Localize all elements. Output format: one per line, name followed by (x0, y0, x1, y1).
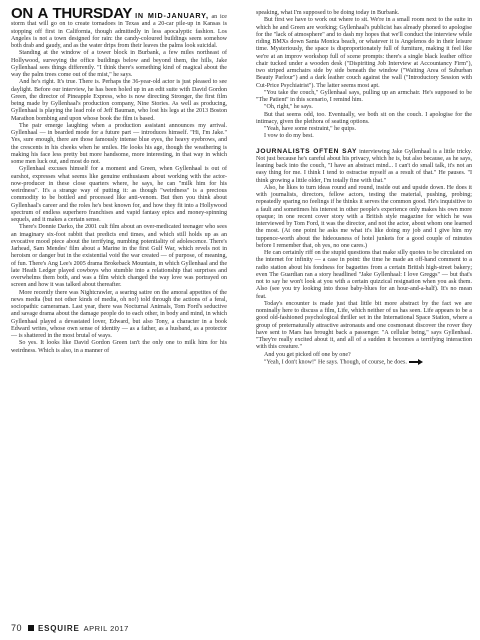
body-paragraph: "Yeah, have some restraint," he quips. (264, 126, 356, 132)
body-paragraph: There's Donnie Darko, the 2001 cult film about an over-medicated teenager who sees an imaginary six-foot rabbit that predicts end times, and which still holds up as an evocative mood piece about the terrifying, numbing potentiality of adolescence. There's Jarhead, Sam Mendes' film about a Marine in the first Gulf War, which revels not in heroism or danger but in the existential void the war created — of purpose, of meaning, of fun. There's Ang Lee's 2005 drama Brokeback Mountain, in which Gyllenhaal and the late Heath Ledger played cowboys who stumble into a relationship that surprises and overwhelms them both, and was a film which changed the way love was portrayed on screen and how it was talked about thereafter. (11, 224, 227, 289)
body-paragraph: He can certainly riff on the stupid questions that make silly quotes to be circulated on the internet for infinity — a case in point: the time he made an off-hand comment to a radio station about his fondness for baguettes from a certain British high-street bakery; even The Guardian ran a story headlined "Jake Gyllenhaal: I love Greggs" — but that's not to say he won't look at you with a certain quizzical resignation when you ask them. Also (see you try looking into those baby-blues for an hour-and-a-half). It's no mean feat. (256, 250, 472, 300)
continued-text: "Yeah, I don't know!" He says. Though, of course, he does. (264, 359, 407, 366)
lead-text: an ice storm that will go on to create tornadoes in Texas and a 20-car pile-up in Kansas is stopping off first in California, though admittedly in less apocalyptic fashion. Los Angeles is not a town designed for rain: the candy-coloured buildings seem somehow both drab and gaudy, and as the water drips from their leaves the palms look suicidal. (11, 14, 227, 49)
article-column-left (11, 5, 227, 355)
continue-arrow-icon (409, 359, 423, 365)
lead-caps: IN MID-JANUARY, (135, 11, 209, 20)
body-paragraph: The pair emerge laughing when a production assistant announces my arrival. Gyllenhaal — in bearded mode for a future part — introduces himself. "Hi, I'm Jake." Yes, sure enough, there are those famously intense blue eyes, the heavy eyebrows, and the crescents in his cheeks when he smiles. He looks his age, though the weathering is making his face less pretty but more handsome, more interesting, in that way in which some men luck out, and most do not. (11, 122, 227, 165)
body-paragraph: Today's encounter is made just that little bit more abstract by the fact we are nominally here to discuss a film, Life, which neither of us has seen. Life appears to be a good old-fashioned psychological thriller set in the International Space Station, where a group of preternaturally attractive astronauts and one cosmonaut discover the rover they have sent to Mars has brought back a passenger. "A cellular being," says Gyllenhaal. "They're really excited about it, and all of a sudden it becomes a terrifying interaction with this creature." (256, 300, 472, 351)
magazine-name: ESQUIRE (38, 623, 80, 633)
lead-paragraph (11, 5, 227, 50)
body-paragraph: And he's right. It's true. There is. Perhaps the 36-year-old actor is just pleased to see daylight. Before our interview, he has been holed up in an edit suite with David Gordon Green, the director of Pineapple Express, who is now directing Stronger, the first film being made by Gyllenhaal's production company, Nine Stories. As well as producing, Gyllenhaal is playing the lead role of Jeff Bauman, who lost his legs at the 2013 Boston Marathon bombing and upon whose book the film is based. (11, 79, 227, 122)
body-paragraph: And you get picked off one by one? (264, 351, 351, 358)
body-paragraph: "Oh, right," he says. (264, 104, 313, 111)
body-paragraph: "You take the couch," Gyllenhaal says, pulling up an armchair. He's supposed to be "The Patient" in this scenario, I remind him. (256, 89, 472, 103)
body-paragraph: More recently there was Nightcrawler, a searing satire on the amoral appetites of the news media (but not other kinds of media, oh no!) told through the actions of a feral, sociopathic cameraman. Last year, there was Nocturnal Animals, Tom Ford's seductive and savage drama about the damage people do to each other, in body and mind, in which Gyllenhaal played a devastated lover, Edward, but also Tony, a character in a book Edward writes, whose own sense of identity — as a father, as a husband, as a protector — is shattered in the most brutal of ways. (11, 289, 227, 339)
issue-date: APRIL 2017 (83, 623, 129, 633)
body-paragraph: I vow to do my best. (264, 133, 314, 140)
lead-headline: ON A THURSDAY (11, 5, 133, 22)
body-paragraph: Gyllenhaal excuses himself for a moment and Green, when Gyllenhaal is out of earshot, expresses what seems like genuine enthusiasm about working with the actor-now-producer in these close quarters where, he says, he can "milk him for his weirdness". It's a strange way of putting it: as though "weirdness" is a precious commodity to be bottled and processed like anti-venom. But then you think about Gyllenhaal's career and the roles he's best known for, and how they fit into a Hollywood spectrum of endless superhero franchises and vapid fantasy epics and money-spinning sequels, and it makes a certain sense. (11, 166, 227, 223)
section-lead-caps: JOURNALISTS OFTEN SAY (256, 147, 358, 155)
page-footer (11, 623, 129, 633)
body-paragraph: So yes. It looks like David Gordon Green isn't the only one to milk him for his weirdness. Which is also, in a manner of (11, 340, 227, 354)
body-paragraph: But first we have to work out where to sit. We're in a small room next to the suite in which he and Green are working; Gyllenhaal's publicist has already phoned to apologise for the "lack of atmosphere" and to dash my hopes that we'll conduct the interview while riding BMXs down Santa Monica beach, or whatever it is Angelenos do in their leisure time. Mysteriously, the space is disproportionately full of furniture, making it feel like we're at an improv workshop full of scene prompts: there's a single black leather office chair tucked under a wooden desk ("Dispiriting Job Interview at Accountancy Firm"), two striped armchairs side by side beneath the window ("Waiting Area of Suburban Beauty Parlour") and a dark leather couch against the wall ("Introductory Session with Cut-Price Psychiatrist"). The latter seems most apt. (256, 17, 472, 89)
body-paragraph: Also, he likes to turn ideas round and round, inside out and upside down. He does it with journalists, directors, fellow actors, testing the material, pushing, probing; repeatedly sparing no feelings if he thinks it serves the common good. He's inquisitive to a fault and sometimes his interest in other people's experience only makes his own more opaque; in one recent cover story with a British style magazine for which he was interviewed by Tom Ford, it was the director, and not the actor, about whom one learned the most. (At one point he asks me what it's like doing my job and I give him my tuppence-worth about the hideousness of hotel junkets for a good couple of minutes before I remember that, oh yes, no one cares.) (256, 184, 472, 249)
section-paragraph (256, 148, 472, 185)
page-number: 70 (11, 623, 23, 633)
section-lead-text: interviewing Jake Gyllenhaal is a little tricky. Not just because he's careful about his privacy, which he is, but also because, as he says, leaning back into the couch, "I have an abstract mind... I can't do small talk, it's not an easy thing for me. I think I tend to ostracise myself as a result of that." He pauses. "I think growing a little older, I'm totally fine with that." (256, 148, 472, 184)
body-paragraph (256, 359, 472, 367)
body-paragraph: speaking, what I'm supposed to be doing today in Burbank. (256, 10, 400, 16)
body-paragraph: But that seems odd, too. Eventually, we both sit on the couch. I apologise for the intimacy, given the plethora of seating options. (256, 111, 472, 125)
square-separator-icon (28, 625, 34, 631)
article-column-right (256, 10, 472, 366)
body-paragraph: Standing at the window of a tower block in Burbank, a few miles northeast of Hollywood, surveying the office buildings below and beyond them, the hills, Jake Gyllenhaal sees things differently. "I think there's something kind of magical about the way the palm trees come out of the mist," he says. (11, 50, 227, 78)
